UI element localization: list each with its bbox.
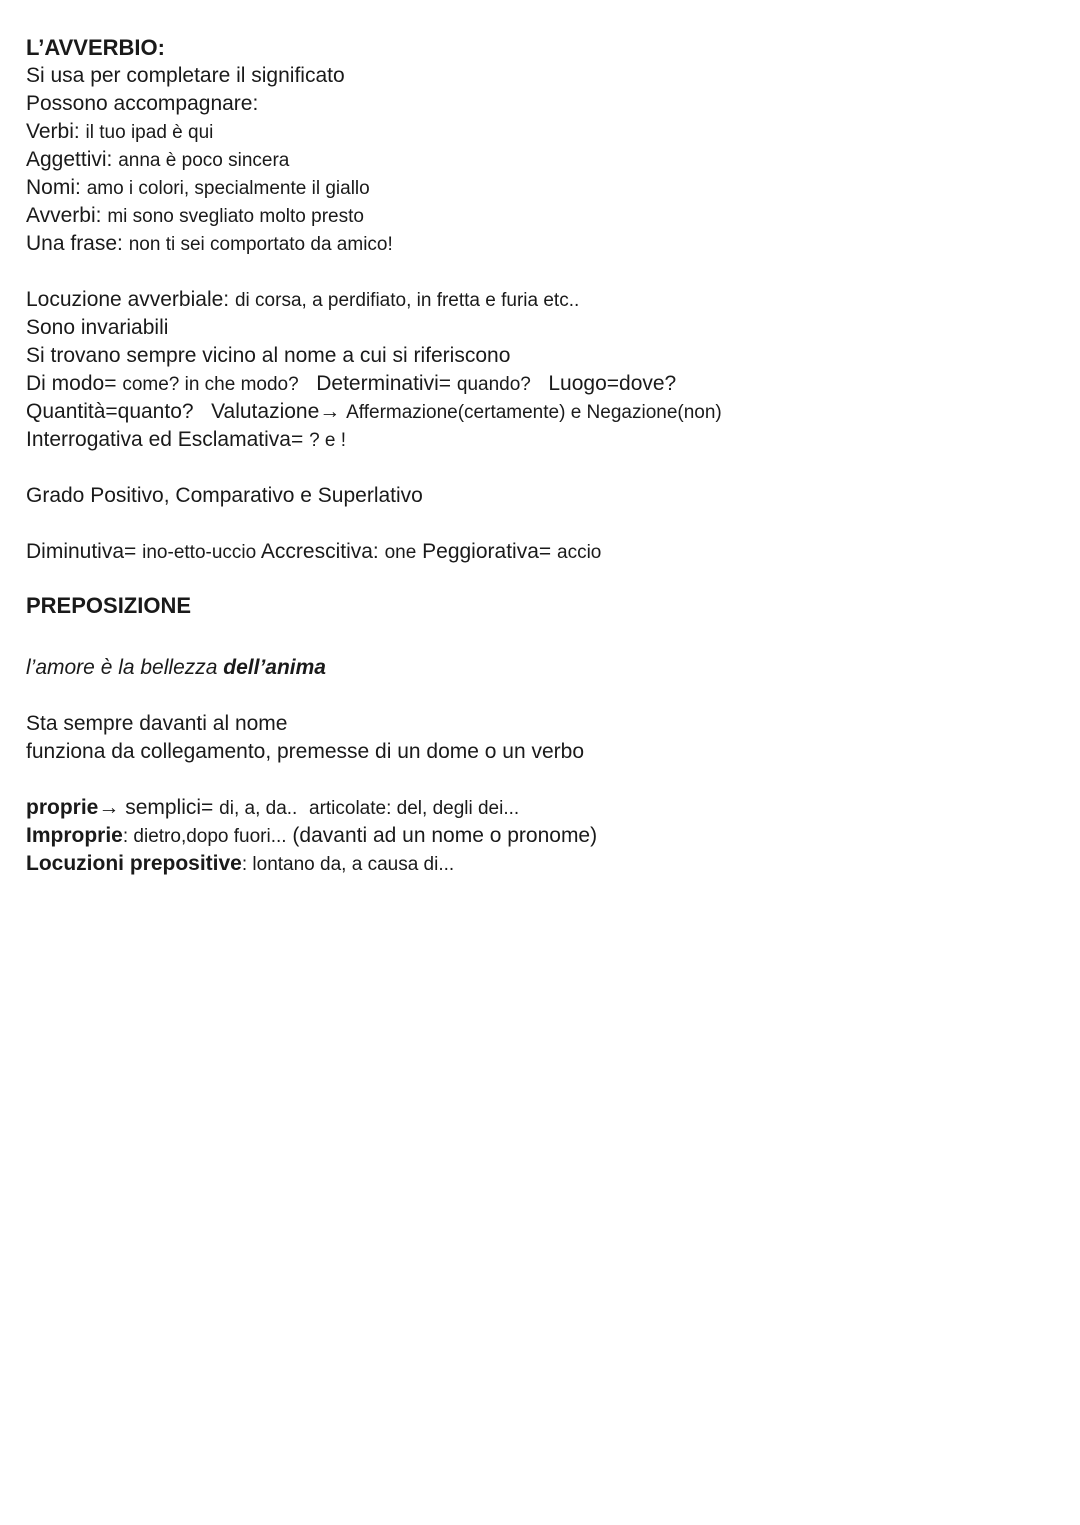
improprie-text: : dietro,dopo fuori... bbox=[122, 826, 287, 847]
example-highlight: dell’anima bbox=[223, 656, 326, 679]
avverbio-heading: L’AVVERBIO: bbox=[26, 35, 165, 60]
avverbio-definition: Si usa per completare il significato bbox=[26, 64, 345, 87]
nomi-text: amo i colori, specialmente il giallo bbox=[86, 178, 370, 199]
accrescitiva-label: Accrescitiva: bbox=[260, 540, 379, 563]
locuzione-label: Locuzione avverbiale: bbox=[26, 288, 230, 311]
locuzioni-line bbox=[26, 850, 1056, 878]
document-page bbox=[26, 34, 1056, 878]
frase-label: Una frase: bbox=[26, 232, 123, 255]
spacer bbox=[26, 510, 1056, 538]
determinativi-text: quando? bbox=[456, 374, 531, 395]
improprie-note: (davanti ad un nome o pronome) bbox=[292, 824, 598, 847]
spacer bbox=[26, 258, 1056, 286]
articolate-text: articolate: del, degli dei... bbox=[309, 798, 520, 819]
preposizione-example bbox=[26, 654, 1056, 682]
valutazione-text: Affermazione(certamente) e Negazione(non) bbox=[346, 402, 722, 423]
accrescitiva-text: one bbox=[384, 542, 417, 563]
proprie-line bbox=[26, 794, 1056, 822]
aggettivi-text: anna è poco sincera bbox=[118, 150, 290, 171]
determinativi-label: Determinativi= bbox=[316, 372, 452, 395]
grado-line: Grado Positivo, Comparativo e Superlativo bbox=[26, 484, 423, 507]
alterazione-line bbox=[26, 538, 1056, 566]
spacer bbox=[26, 454, 1056, 482]
preposizione-heading: PREPOSIZIONE bbox=[26, 593, 192, 618]
frase-line bbox=[26, 230, 1056, 258]
interrogativa-text: ? e ! bbox=[309, 430, 347, 451]
peggiorativa-label: Peggiorativa= bbox=[422, 540, 552, 563]
avverbi-label: Avverbi: bbox=[26, 204, 102, 227]
peggiorativa-text: accio bbox=[557, 542, 602, 563]
quantita-text: Quantità=quanto? bbox=[26, 400, 194, 423]
modo-label: Di modo= bbox=[26, 372, 117, 395]
avverbio-accompany: Possono accompagnare: bbox=[26, 92, 259, 115]
locuzione-line bbox=[26, 286, 1056, 314]
quantita-line bbox=[26, 398, 1056, 426]
modo-text: come? in che modo? bbox=[122, 374, 299, 395]
invariabili-line: Sono invariabili bbox=[26, 316, 169, 339]
locuzione-text: di corsa, a perdifiato, in fretta e furia etc.. bbox=[234, 290, 580, 311]
proprie-label: proprie→ bbox=[26, 796, 120, 819]
example-text: l’amore è la bellezza bbox=[26, 656, 224, 679]
spacer bbox=[26, 682, 1056, 710]
preposizione-function: funziona da collegamento, premesse di un dome o un verbo bbox=[26, 740, 585, 763]
avverbi-line bbox=[26, 202, 1056, 230]
diminutiva-text: ino-etto-uccio bbox=[142, 542, 257, 563]
luogo-text: Luogo=dove? bbox=[548, 372, 677, 395]
diminutiva-label: Diminutiva= bbox=[26, 540, 137, 563]
interrogativa-label: Interrogativa ed Esclamativa= bbox=[26, 428, 304, 451]
aggettivi-line bbox=[26, 146, 1056, 174]
interrogativa-line bbox=[26, 426, 1056, 454]
semplici-text: di, a, da.. bbox=[219, 798, 298, 819]
aggettivi-label: Aggettivi: bbox=[26, 148, 113, 171]
locuzioni-label: Locuzioni prepositive bbox=[26, 852, 242, 875]
verbi-line bbox=[26, 118, 1056, 146]
spacer bbox=[26, 620, 1056, 648]
verbi-text: il tuo ipad è qui bbox=[85, 122, 214, 143]
improprie-label: Improprie bbox=[26, 824, 123, 847]
frase-text: non ti sei comportato da amico! bbox=[128, 234, 393, 255]
vicino-line: Si trovano sempre vicino al nome a cui si riferiscono bbox=[26, 344, 511, 367]
semplici-label: semplici= bbox=[125, 796, 214, 819]
spacer bbox=[26, 766, 1056, 794]
avverbi-text: mi sono svegliato molto presto bbox=[107, 206, 364, 227]
verbi-label: Verbi: bbox=[26, 120, 80, 143]
spacer bbox=[26, 566, 1056, 592]
nomi-label: Nomi: bbox=[26, 176, 81, 199]
preposizione-position: Sta sempre davanti al nome bbox=[26, 712, 288, 735]
improprie-line bbox=[26, 822, 1056, 850]
nomi-line bbox=[26, 174, 1056, 202]
locuzioni-text: : lontano da, a causa di... bbox=[241, 854, 455, 875]
valutazione-label: Valutazione→ bbox=[211, 400, 341, 423]
modo-line bbox=[26, 370, 1056, 398]
